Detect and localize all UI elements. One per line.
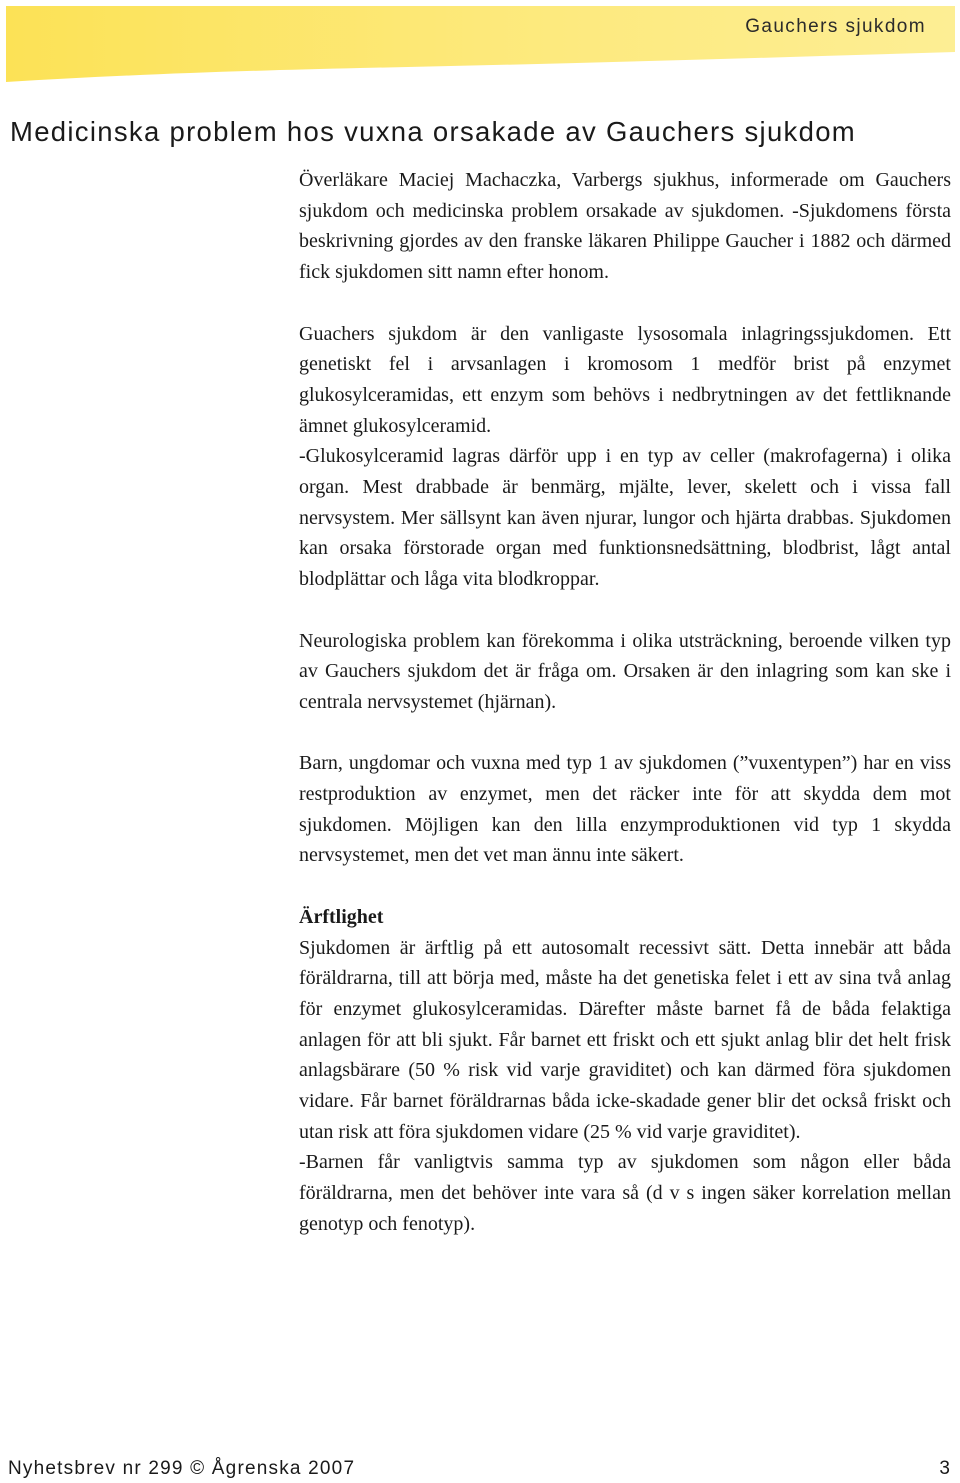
heading-heritage: Ärftlighet [299,905,384,928]
paragraph-storage: -Glukosylceramid lagras därför upp i en typ av celler (makrofagerna) i olika organ. Mest drabbade är benmärg, mjälte, lever, skelett och i vissa fall nervsystem. Mer sällsynt kan även njurar, lungor och hjärta drabbas. Sjukdomen kan orsaka förstorade organ med funktionsnedsättning, blodbrist, lågt antal blodplättar och låga vita blodkroppar. [299,445,951,591]
paragraph-heritage: Sjukdomen är ärftlig på ett autosomalt recessivt sätt. Detta innebär att båda föräldrarna, till att börja med, måste ha det genetiska felet i ett av sina två anlag för enzymet glukosylceramidas. Därefter måste barnet få de båda felaktiga anlagen för att bli sjukt. Får barnet ett friskt och ett sjukt anlag blir det helt frisk anlagsbärare (50 % risk vid varje graviditet) och kan därmed föra sjukdomen vidare. Får barnet föräldrarnas båda icke-skadade gener blir det också friskt och utan risk att föra sjukdomen vidare (25 % vid varje graviditet). [299,936,951,1143]
footer-publication: Nyhetsbrev nr 299 © Ågrenska 2007 [8,1458,356,1479]
paragraph-genotype: -Barnen får vanligtvis samma typ av sjukdomen som någon eller båda föräldrarna, men det behöver inte vara så (d v s ingen säker korrelation mellan genotyp och fenotyp). [299,1151,951,1235]
header-band-shape [0,0,960,100]
footer-page-number: 3 [939,1458,950,1479]
paragraph-type1: Barn, ungdomar och vuxna med typ 1 av sjukdomen (”vuxentypen”) har en viss restproduktion av enzymet, men det räcker inte för att skydda dem mot sjukdomen. Möjligen kan den lilla enzymproduktionen vid typ 1 skydda nervsystemet, men det vet man ännu inte säkert. [299,752,951,867]
article-body [299,165,951,1240]
paragraph-lysosomal: Guachers sjukdom är den vanligaste lysosomala inlagringssjukdomen. Ett genetiskt fel i arvsanlagen i kromosom 1 medför brist på enzymet glukosylceramidas, ett enzym som behövs i nedbrytningen av det fettliknande ämnet glukosylceramid. [299,322,951,437]
paragraph-intro: Överläkare Maciej Machaczka, Varbergs sjukhus, informerade om Gauchers sjukdom och medicinska problem orsakade av sjukdomen. -Sjukdomens första beskrivning gjordes av den franske läkaren Philippe Gaucher i 1882 och därmed fick sjukdomen sitt namn efter honom. [299,169,951,284]
section-title: Gauchers sjukdom [745,16,926,37]
header-band [0,0,960,100]
paragraph-neurology: Neurologiska problem kan förekomma i olika utsträckning, beroende vilken typ av Gauchers sjukdom det är fråga om. Orsaken är den inlagring som kan ske i centrala nervsystemet (hjärnan). [299,629,951,713]
page-title: Medicinska problem hos vuxna orsakade av Gauchers sjukdom [10,116,857,147]
